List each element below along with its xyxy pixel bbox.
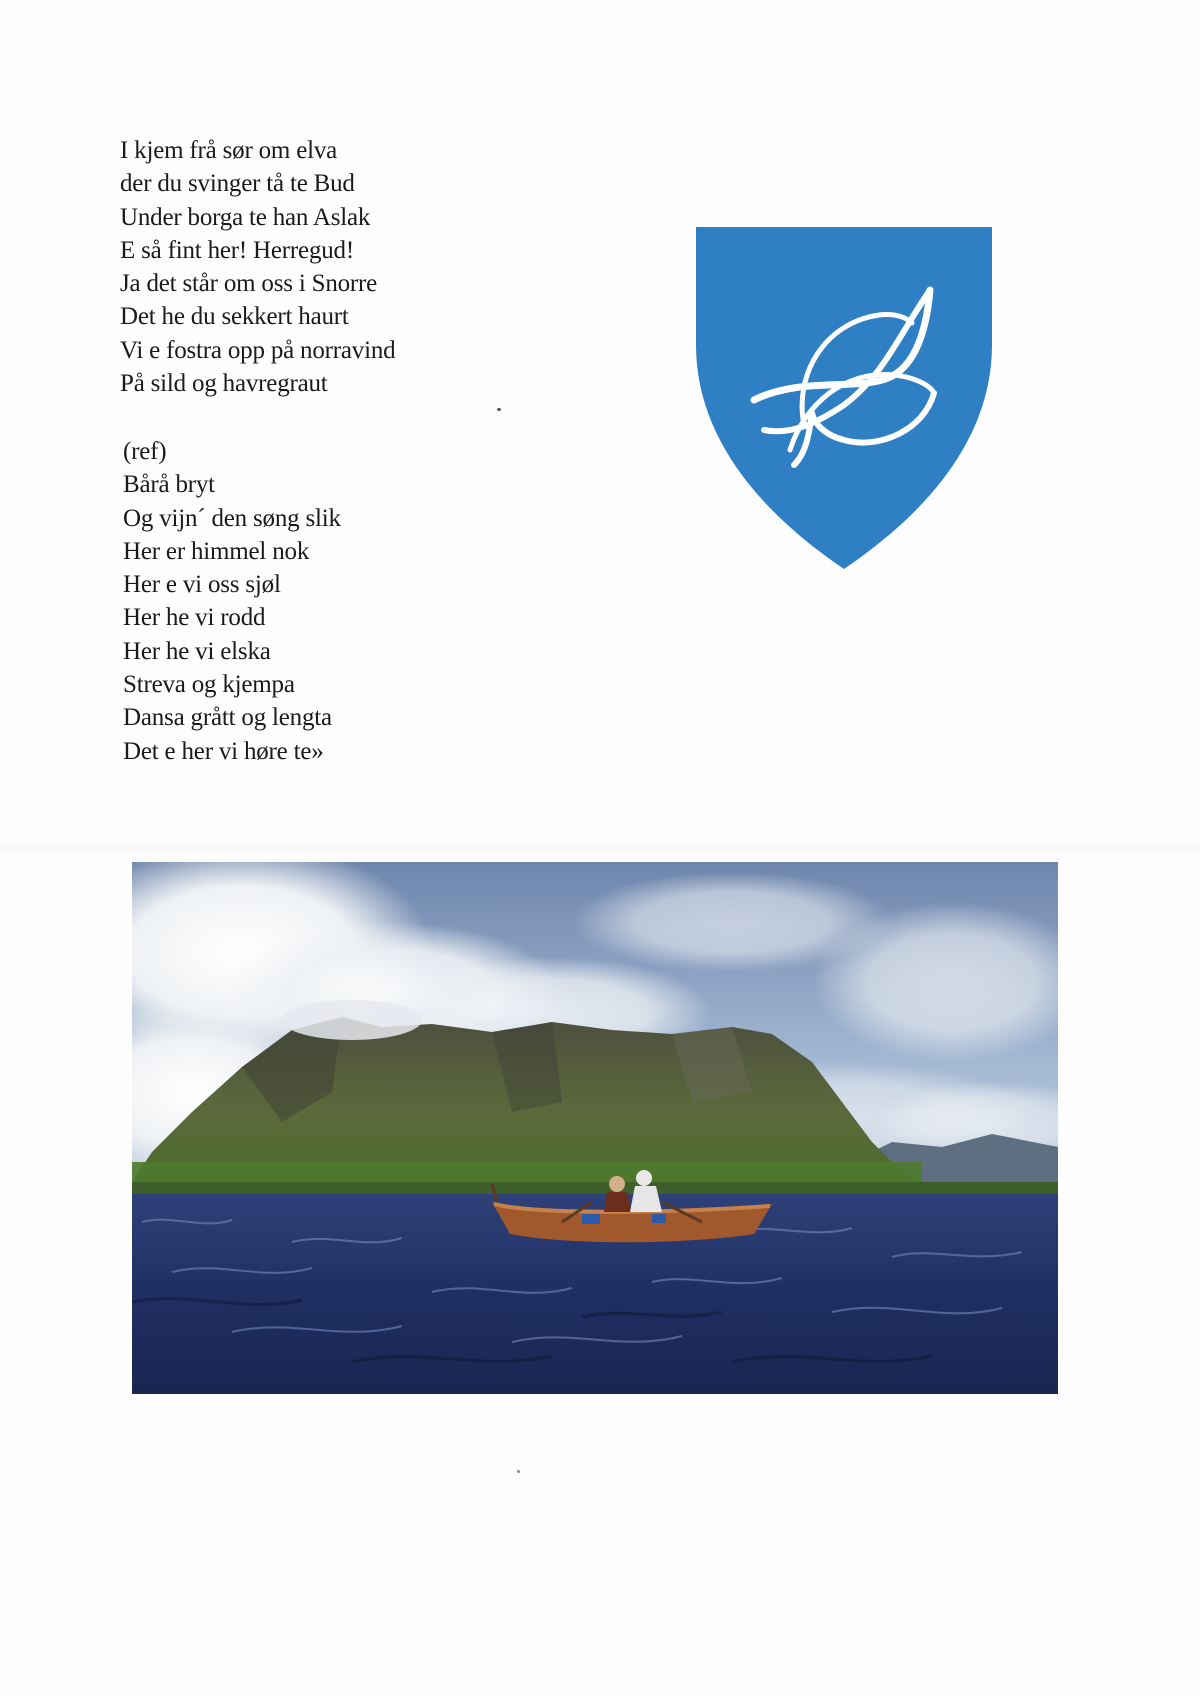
verse-line: På sild og havregraut — [120, 370, 328, 398]
verse-line: der du svinger tå te Bud — [120, 170, 355, 198]
refrain-line: Her e vi oss sjøl — [123, 571, 281, 599]
print-speck — [497, 408, 501, 411]
refrain-line: Streva og kjempa — [123, 671, 295, 699]
refrain-line: Bårå bryt — [123, 471, 215, 499]
verse-line: Det he du sekkert haurt — [120, 303, 349, 331]
refrain-line: Det e her vi høre te» — [123, 737, 324, 765]
refrain-line: Og vijn´ den søng slik — [123, 504, 341, 532]
refrain-line: (ref) — [123, 438, 167, 465]
song-refrain — [123, 435, 643, 768]
refrain-line: Her er himmel nok — [123, 537, 310, 565]
shield-icon — [696, 227, 992, 569]
refrain-line: Her he vi rodd — [123, 604, 266, 632]
verse-line: Under borga te han Aslak — [120, 203, 371, 231]
verse-line: E så fint her! Herregud! — [120, 236, 354, 264]
coat-of-arms — [694, 225, 994, 571]
verse-line: I kjem frå sør om elva — [120, 137, 338, 164]
refrain-line: Dansa grått og lengta — [123, 704, 332, 732]
refrain-line: Her he vi elska — [123, 637, 271, 665]
landscape-photo — [132, 862, 1058, 1394]
print-speck — [517, 1470, 520, 1473]
boat-mountain-image — [132, 862, 1058, 1394]
verse-line: Ja det står om oss i Snorre — [120, 270, 378, 298]
verse-line: Vi e fostra opp på norravind — [120, 336, 396, 364]
paper-fold — [0, 840, 1200, 854]
song-verse — [120, 134, 640, 400]
coat-of-arms-icon — [694, 225, 994, 571]
